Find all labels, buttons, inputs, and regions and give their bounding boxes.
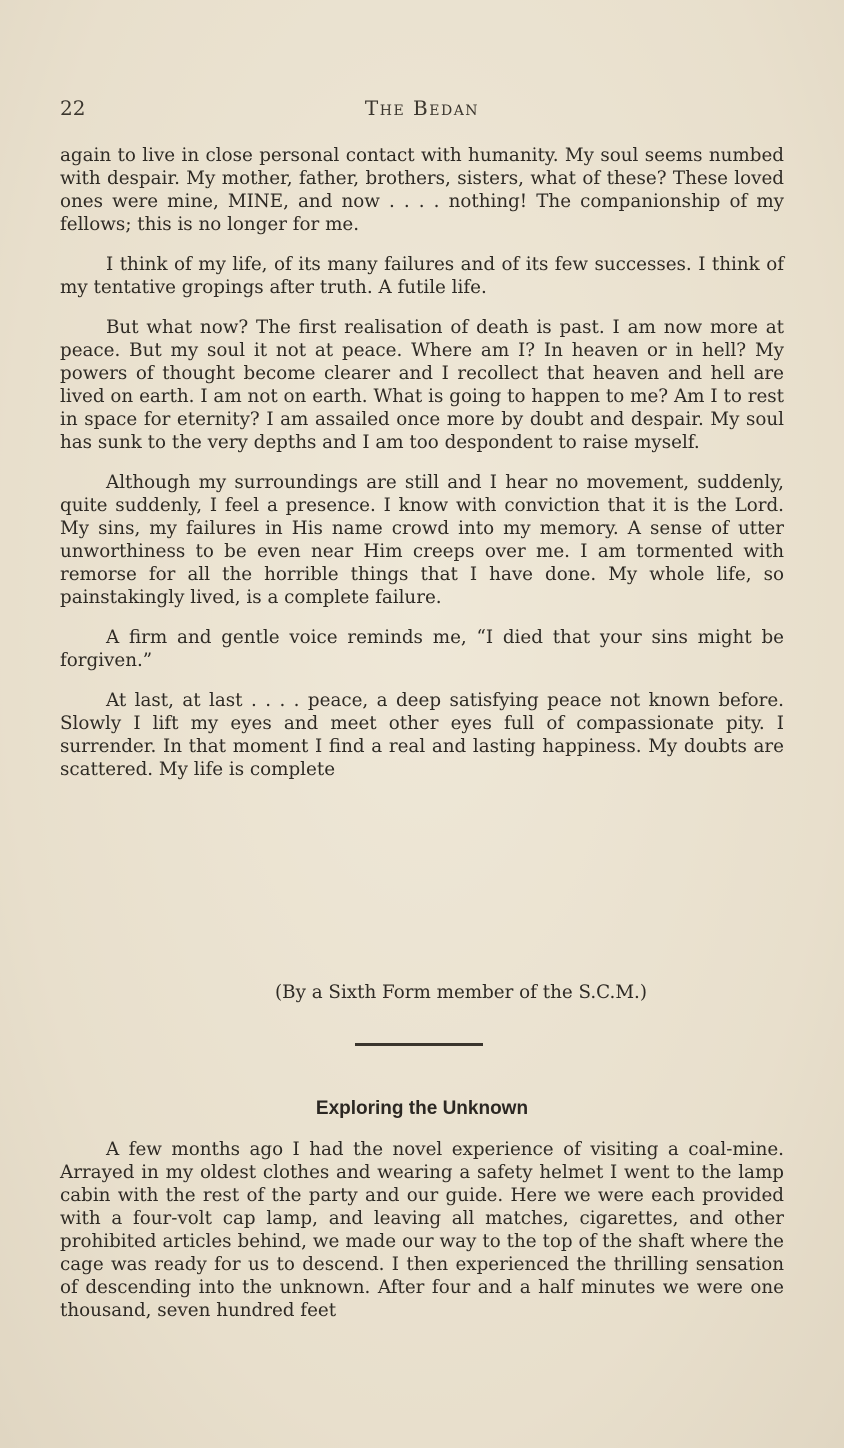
paragraph: A few months ago I had the novel experience of visiting a coal-mine. Arrayed in my oldest clothes and wearing a safety helmet I went to the lamp cabin with the rest of the party and our guide. Here we were each provided with a four-volt cap lamp, and leaving all matches, cigarettes, and other prohibited articles behind, we made our way to the top of the shaft where the cage was ready for us to descend. I then experienced the thrilling sensation of descending into the unknown. After four and a half minutes we were one thousand, seven hundred feet xyxy=(60,1139,784,1321)
paragraph: Although my surroundings are still and I hear no movement, suddenly, quite suddenly, I feel a presence. I know with conviction that it is the Lord. My sins, my failures in His name crowd into my memory. A sense of utter unworthiness to be even near Him creeps over me. I am tormented with remorse for all the horrible things that I have done. My whole life, so painstakingly lived, is a complete failure. xyxy=(60,472,784,608)
paragraph: A firm and gentle voice reminds me, “I died that your sins might be forgiven.” xyxy=(60,627,784,671)
paragraph: But what now? The first realisation of death is past. I am now more at peace. But my soul it not at peace. Where am I? In heaven or in hell? My powers of thought become clearer and I recollect that heaven and hell are lived on earth. I am not on earth. What is going to happen to me? Am I to rest in space for eternity? I am assailed once more by doubt and despair. My soul has sunk to the very depths and I am too despondent to raise myself. xyxy=(60,317,784,453)
attribution: (By a Sixth Form member of the S.C.M.) xyxy=(275,982,647,1003)
section-divider xyxy=(355,1043,483,1046)
paragraph: again to live in close personal contact with humanity. My soul seems numbed with despair. My mother, father, brothers, sisters, what of these? These loved ones were mine, MINE, and now . . . . nothing! The companionship of my fellows; this is no longer for me. xyxy=(60,145,784,235)
paragraph: At last, at last . . . . peace, a deep satisfying peace not known before. Slowly I lift my eyes and meet other eyes full of compassionate pity. I surrender. In that moment I find a real and lasting happiness. My doubts are scattered. My life is complete xyxy=(60,690,784,780)
running-head: The Bedan xyxy=(364,96,480,120)
page-header xyxy=(60,96,784,126)
section-title: Exploring the Unknown xyxy=(315,1098,529,1119)
article-body xyxy=(60,144,784,781)
section-body xyxy=(60,1138,784,1322)
page-number: 22 xyxy=(60,96,86,120)
paragraph: I think of my life, of its many failures and of its few successes. I think of my tentative gropings after truth. A futile life. xyxy=(60,254,784,298)
